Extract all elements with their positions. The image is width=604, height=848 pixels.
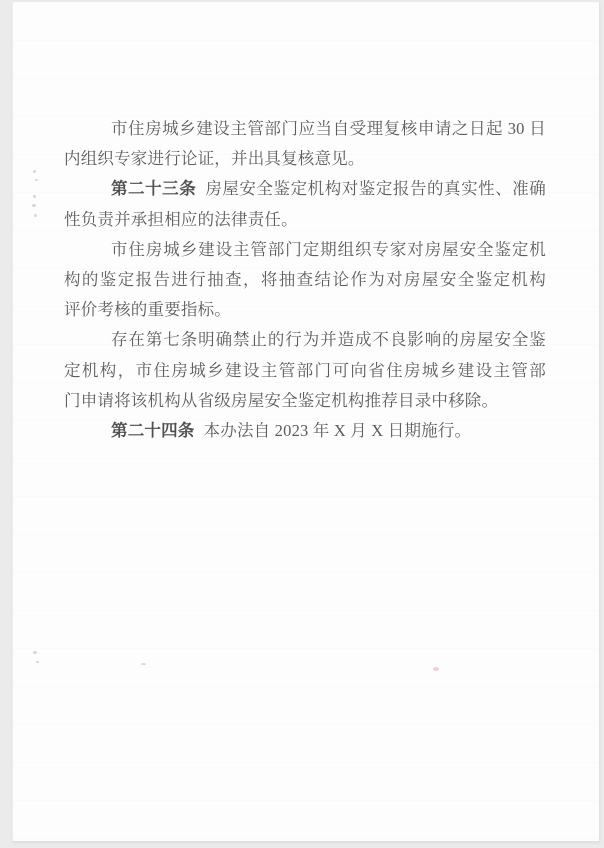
scan-speck [33, 651, 37, 654]
text-line [64, 205, 546, 235]
scan-speck [36, 661, 39, 663]
scan-speck [35, 179, 38, 181]
text-line [64, 325, 546, 355]
text-line [64, 386, 546, 416]
text-line [64, 295, 546, 325]
article-number: 第二十三条 [111, 179, 197, 199]
text-segment: 门申请将该机构从省级房屋安全鉴定机构推荐目录中移除。 [64, 390, 499, 410]
text-line [64, 265, 546, 295]
text-line [64, 144, 546, 174]
text-line-article [64, 174, 546, 204]
article-number: 第二十四条 [111, 421, 195, 441]
text-segment: 评价考核的重要指标。 [64, 300, 231, 320]
scan-speck [141, 663, 146, 665]
text-segment: 市住房城乡建设主管部门应当自受理复核申请之日起 30 日 [111, 119, 546, 138]
text-segment: 市住房城乡建设主管部门定期组织专家对房屋安全鉴定机 [111, 239, 546, 259]
scan-speck [34, 214, 37, 217]
text-segment: 本办法自 2023 年 X 月 X 日期施行。 [203, 421, 472, 441]
text-segment: 存在第七条明确禁止的行为并造成不良影响的房屋安全鉴 [111, 330, 546, 350]
scan-speck [33, 195, 36, 198]
text-line-article [64, 416, 546, 446]
text-segment: 房屋安全鉴定机构对鉴定报告的真实性、准确 [205, 179, 547, 199]
text-segment: 性负责并承担相应的法律责任。 [64, 209, 298, 229]
text-line [64, 114, 546, 144]
text-segment: 内组织专家进行论证，并出具复核意见。 [64, 149, 365, 169]
scanned-page [12, 2, 600, 842]
text-line [64, 235, 546, 265]
scan-speck [32, 204, 36, 207]
document-body [64, 114, 546, 446]
text-line [64, 356, 546, 386]
text-segment: 构的鉴定报告进行抽查，将抽查结论作为对房屋安全鉴定机构 [64, 270, 546, 290]
scan-speck [33, 170, 36, 173]
scan-speck-pink [433, 667, 439, 671]
text-segment: 定机构，市住房城乡建设主管部门可向省住房城乡建设主管部 [64, 360, 546, 380]
